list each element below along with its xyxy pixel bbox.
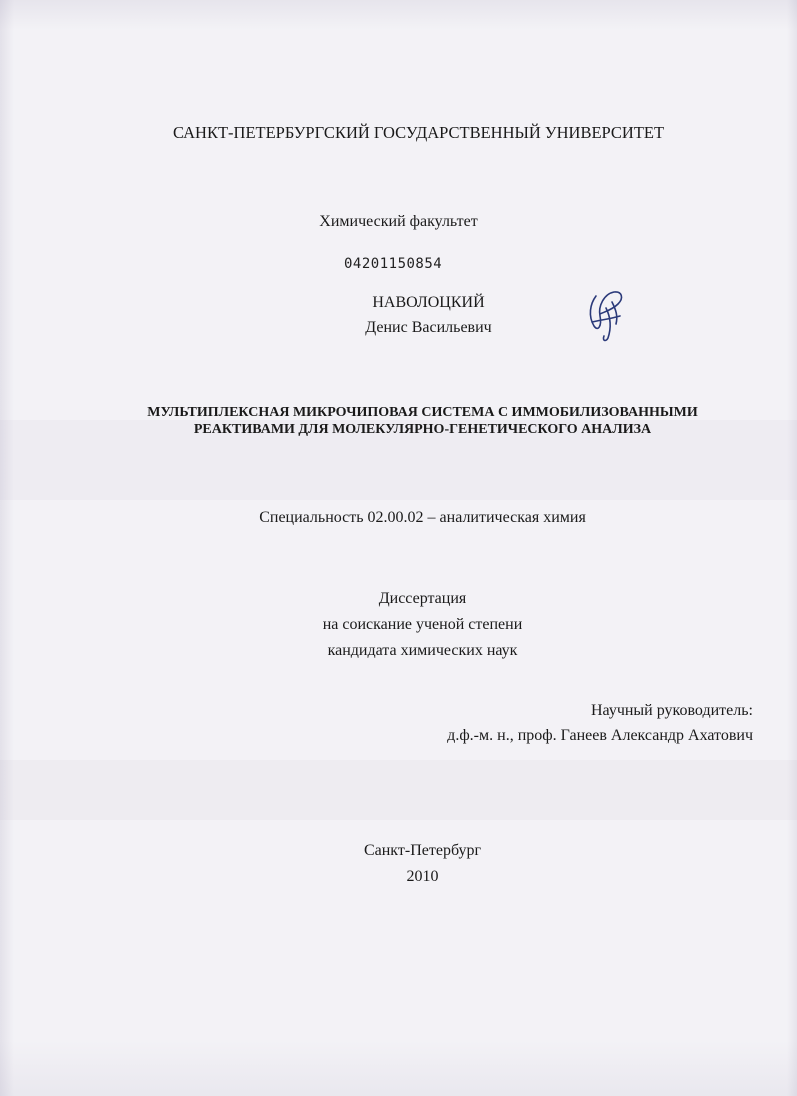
specialty: Специальность 02.00.02 – аналитическая химия [259,509,586,526]
dissertation-title-line-2: РЕАКТИВАМИ ДЛЯ МОЛЕКУЛЯРНО-ГЕНЕТИЧЕСКОГО АНАЛИЗА [193,422,652,437]
degree-line-2: кандидата химических наук [327,642,518,659]
dissertation-title-line-1: МУЛЬТИПЛЕКСНАЯ МИКРОЧИПОВАЯ СИСТЕМА С ИММОБИЛИЗОВАННЫМИ [147,405,698,420]
university-name: САНКТ-ПЕТЕРБУРГСКИЙ ГОСУДАРСТВЕННЫЙ УНИВЕРСИТЕТ [172,123,665,142]
author-surname: НАВОЛОЦКИЙ [372,294,485,311]
signature-icon [582,286,630,344]
city: Санкт-Петербург [363,842,482,859]
scan-band [0,760,797,820]
faculty-name: Химический факультет [319,213,478,230]
scan-shadow-bottom [0,1040,797,1096]
scan-edge-left [0,0,14,1096]
year: 2010 [406,868,439,885]
degree-line-1: на соискание ученой степени [322,616,523,633]
dissertation-label: Диссертация [378,590,467,607]
scan-edge-right [787,0,797,1096]
supervisor-name: д.ф.-м. н., проф. Ганеев Александр Ахатович [447,727,753,744]
author-given-names: Денис Васильевич [365,319,492,336]
scan-shadow-top [0,0,797,30]
registration-number: 04201150854 [344,256,443,272]
supervisor-label: Научный руководитель: [590,702,753,719]
